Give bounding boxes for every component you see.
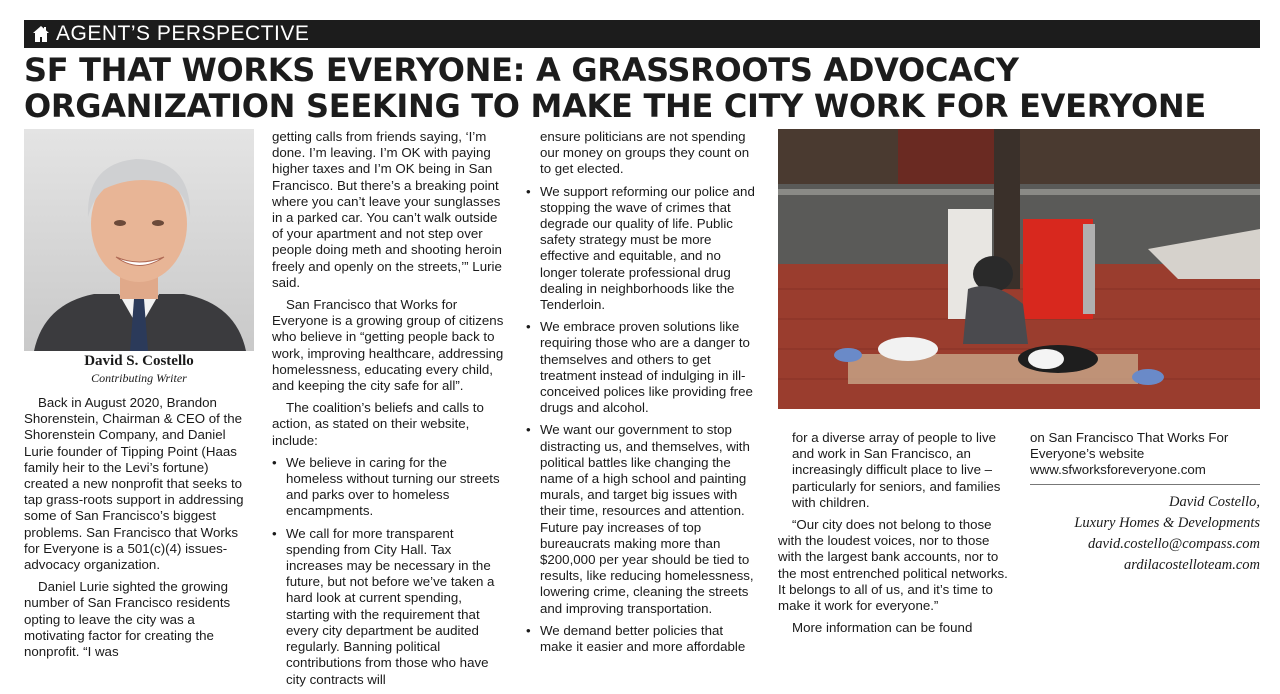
article-headline (24, 52, 1264, 124)
article-column-2 (272, 129, 504, 694)
article-column-3 (526, 129, 758, 661)
signature-email: david.costello@compass.com (1087, 536, 1260, 552)
paragraph: ensure politicians are not spending our money on groups they count on to get elected. (540, 129, 750, 177)
article-column-1 (24, 395, 256, 666)
signature-company: Luxury Homes & Developments (1074, 515, 1260, 531)
paragraph: Back in August 2020, Brandon Shorenstein, Chairman & CEO of the Shorenstein Company, and Daniel Lurie founder of Tipping Point (Haas family heir to the Levi’s fortune) created a new nonprofit that seeks to tap grass-roots support in addressing some of San Francisco’s biggest problems. San Francisco that Works for Everyone is a 501(c)(4) issues-advocacy organization. (24, 395, 244, 573)
section-header-bar (24, 20, 1260, 48)
paragraph: Daniel Lurie sighted the growing number of San Francisco residents opting to leave the city was a motivating factor for creating the nonprofit. “I was (24, 579, 231, 660)
list-item: • We want our government to stop distracting us, and themselves, with political battles like changing the name of a high school and painting murals, and target big issues with their time, resources and attention. Future pay increases of top bureaucrats making more than $200,000 per year should be tied to results, like reducing homelessness, lowering crime, cleaning the streets and improving transportation. (526, 422, 758, 616)
paragraph: The coalition’s beliefs and calls to action, as stated on their website, include: (272, 400, 484, 448)
house-icon (32, 25, 50, 43)
headline-rest: A GRASSROOTS ADVOCACY ORGANIZATION SEEKING TO MAKE THE CITY WORK FOR EVERYONE (24, 51, 1206, 125)
signature-name: David Costello, (1168, 494, 1260, 510)
list-item: • We support reforming our police and stopping the wave of crimes that degrade our quality of life. Public safety strategy must be more effective and equitable, and no longer tolerate professional drug dealing in neighborhoods like the Tenderloin. (526, 184, 758, 314)
signature-block (1030, 492, 1260, 576)
street-photo (778, 129, 1260, 409)
author-role: Contributing Writer (91, 371, 187, 385)
section-label: AGENT’S PERSPECTIVE (56, 22, 310, 45)
list-item: • We believe in caring for the homeless without turning our streets and parks over to homeless encampments. (272, 455, 504, 520)
list-item: • We embrace proven solutions like requiring those who are a danger to themselves and others to get treatment instead of indulging in ill-conceived polices like providing free drugs and alcohol. (526, 319, 758, 416)
list-item: • We call for more transparent spending from City Hall. Tax increases may be necessary in the future, but not before we’ve taken a hard look at current spending, starting with the requirement that every city department be audited regularly. Banning political contributions from those who have city contracts will (272, 526, 504, 688)
beliefs-list (526, 184, 758, 656)
paragraph: San Francisco that Works for Everyone is a growing group of citizens who believe in “getting people back to work, improving healthcare, addressing homelessness, educating every child, and keeping the city safe for all”. (272, 297, 504, 394)
beliefs-list (272, 455, 504, 688)
paragraph: on San Francisco That Works For Everyone’s website www.sfworksforeveryone.com (1030, 430, 1229, 478)
paragraph: “Our city does not belong to those with the loudest voices, nor to those with the largest bank accounts, nor to the most entrenched political networks. It belongs to all of us, and it’s time to make it work for everyone.” (778, 517, 1008, 614)
paragraph: getting calls from friends saying, ‘I’m done. I’m leaving. I’m OK with paying higher taxes and I’m OK being in San Francisco. But there’s a breaking point where you can’t leave your sunglasses in a parked car. You can’t walk outside of your apartment and not step over people doing meth and shooting heroin freely and openly on the streets,’” Lurie said. (272, 129, 502, 290)
headline-lead: SF THAT WORKS EVERYONE: (24, 51, 526, 89)
paragraph: for a diverse array of people to live and work in San Francisco, an increasingly difficult place to live – particularly for seniors, and families with children. (792, 430, 1001, 510)
list-item: • We demand better policies that make it easier and more affordable (526, 623, 758, 655)
author-photo (24, 129, 254, 351)
article-column-5 (1030, 430, 1262, 485)
signature-website: ardilacostelloteam.com (1124, 557, 1260, 573)
signature-divider (1030, 484, 1260, 485)
paragraph: More information can be found (792, 620, 973, 636)
author-name: David S. Costello (84, 353, 194, 369)
article-column-4 (778, 430, 1010, 642)
